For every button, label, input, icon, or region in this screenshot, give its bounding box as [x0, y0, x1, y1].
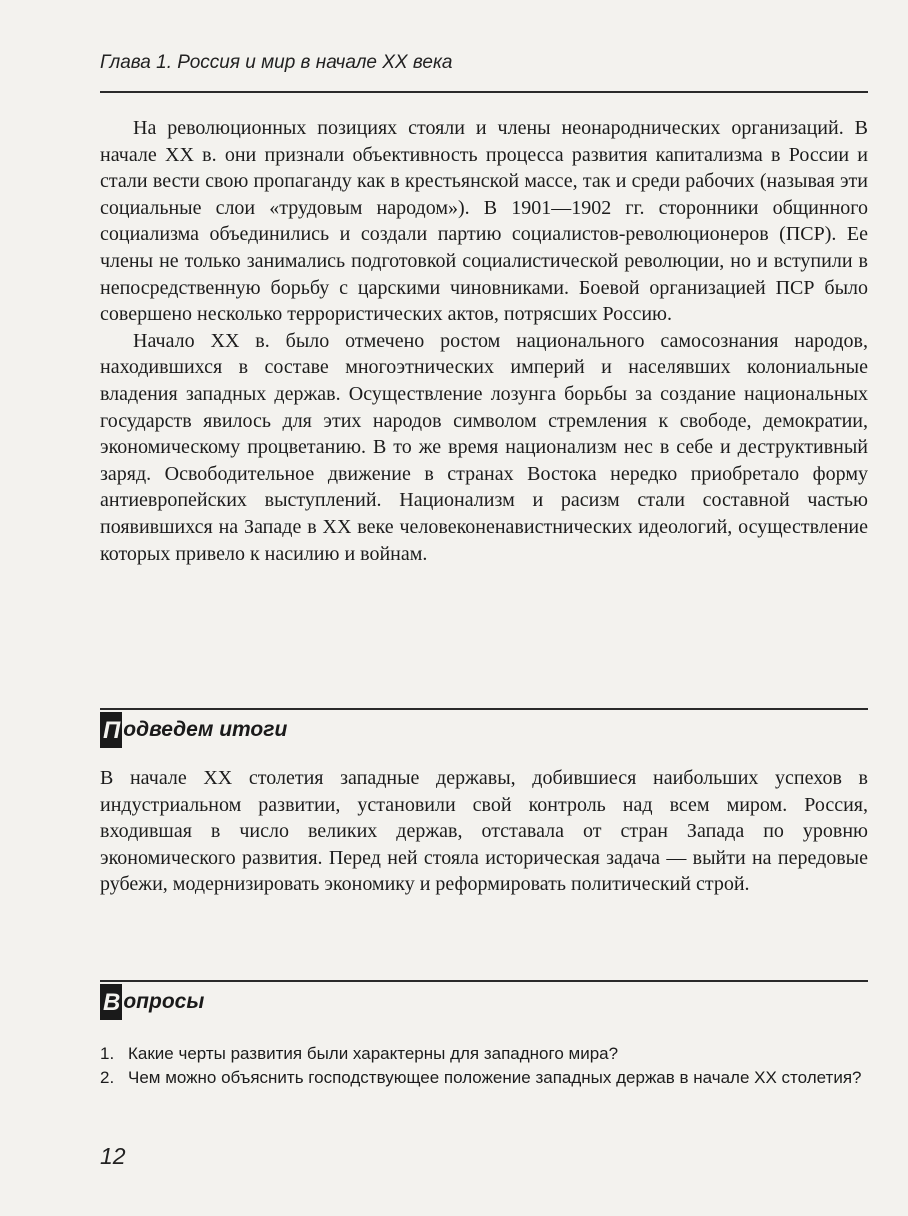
question-item: [100, 1042, 868, 1066]
page-number: 12: [100, 1143, 126, 1169]
main-text: [100, 115, 868, 567]
summary-heading-initial: П: [100, 712, 122, 748]
question-number: 2.: [100, 1068, 115, 1087]
summary-text: В начале XX столетия западные державы, добившиеся наибольших успехов в индустриальном развитии, установили свой контроль над всем миром. Россия, входившая в число великих держав, отставала от стран Запада по уровню экономического развития. Перед ней стояла историческая задача — выйти на передовые рубежи, модернизировать экономику и реформировать политический строй.: [100, 767, 868, 896]
chapter-title: Глава 1. Россия и мир в начале XX века: [100, 52, 453, 73]
paragraph: На революционных позициях стояли и члены неонароднических организаций. В начале XX в. они признали объективность процесса развития капитализма в России и стали вести свою пропаганду как в крестьянской массе, так и среди рабочих (называя эти социальные слои «трудовым народом»). В 1901—1902 гг. сторонники общинного социализма объединились и создали партию социалистов-революционеров (ПСР). Ее члены не только занимались подготовкой социалистической революции, но и вступили в непосредственную борьбу с царскими чиновниками. Боевой организацией ПСР было совершено несколько террористических актов, потрясших Россию.: [100, 117, 868, 326]
questions-divider: [100, 980, 868, 982]
summary-divider: [100, 708, 868, 710]
question-text: Какие черты развития были характерны для западного мира?: [128, 1044, 619, 1063]
question-text: Чем можно объяснить господствующее положение западных держав в начале XX столетия?: [128, 1068, 862, 1087]
questions-heading-initial: В: [100, 984, 122, 1020]
summary-heading: [100, 712, 287, 748]
question-number: 1.: [100, 1044, 115, 1063]
questions-list: [100, 1042, 868, 1090]
questions-heading: [100, 984, 204, 1020]
question-item: [100, 1066, 868, 1090]
questions-heading-text: опросы: [123, 990, 205, 1013]
paragraph: Начало XX в. было отмечено ростом национального самосознания народов, находившихся в составе многоэтнических империй и населявших колониальные владения западных держав. Осуществление лозунга борьбы за создание национальных государств явилось для этих народов символом стремления к свободе, демократии, экономическому процветанию. В то же время национализм нес в себе и деструктивный заряд. Освободительное движение в странах Востока нередко приобретало форму антиевропейских выступлений. Национализм и расизм стали составной частью появившихся на Западе в XX веке человеконенавистнических идеологий, осуществление которых привело к насилию и войнам.: [100, 329, 868, 565]
header-divider: [100, 91, 868, 93]
summary-heading-text: одведем итоги: [123, 718, 288, 741]
